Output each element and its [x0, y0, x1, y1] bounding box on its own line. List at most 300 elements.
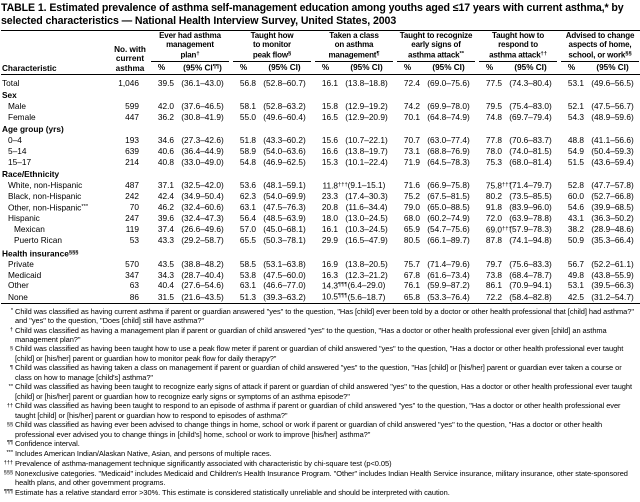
row-label-text: Mexican — [14, 223, 45, 234]
ci-cell: (69.7–79.4) — [509, 111, 552, 122]
percent-cell: 14.3¶¶¶ — [321, 280, 348, 291]
percent-value: 58.5 — [239, 258, 256, 269]
row-label-text: Black, non-Hispanic — [8, 191, 82, 202]
percent-cell — [395, 180, 420, 191]
percent-cell — [149, 235, 174, 246]
percent-cell — [149, 191, 174, 202]
ci-cell: (52.7–66.8) — [591, 191, 634, 202]
row-label — [1, 122, 640, 135]
table-row — [1, 180, 640, 191]
percent-cell — [313, 213, 338, 224]
percent-value: 37.1 — [157, 180, 174, 191]
ci-cell: (47.5–76.3) — [263, 202, 306, 213]
percent-value: 54.3 — [567, 111, 585, 122]
n-with-asthma-cell: 70 — [129, 202, 139, 213]
col-group-label-text: Taken a class on asthma management — [328, 31, 379, 60]
ci-cell: (83.9–96.0) — [509, 202, 552, 213]
n-with-asthma-cell: 599 — [125, 100, 139, 111]
superscript-marker: §§§ — [68, 249, 79, 256]
percent-value: 70.7 — [403, 135, 421, 146]
table-row — [1, 146, 640, 157]
table-row — [1, 135, 640, 146]
percent-cell — [313, 191, 338, 202]
percent-value: 72.0 — [485, 213, 503, 224]
col-group-label-text: Taught how to respond to asthma attack — [489, 31, 545, 60]
percent-cell — [313, 224, 338, 235]
n-with-asthma-cell: 119 — [125, 223, 139, 234]
row-label — [1, 157, 111, 168]
col-group-header — [395, 31, 477, 62]
footnote — [1, 401, 639, 420]
row-label — [1, 75, 111, 89]
row-label — [1, 213, 111, 224]
percent-value: 73.8 — [485, 269, 503, 280]
percent-cell — [149, 213, 174, 224]
footnote — [1, 439, 639, 449]
ci-cell: (45.0–68.1) — [263, 223, 306, 234]
percent-cell — [231, 224, 256, 235]
percent-value: 39.6 — [157, 213, 174, 224]
row-label-text: 0–4 — [8, 135, 22, 146]
percent-value: 42.4 — [157, 191, 174, 202]
n-with-asthma-cell: 247 — [125, 213, 139, 224]
percent-value: 75.7 — [403, 258, 421, 269]
percent-cell — [477, 135, 502, 146]
percent-cell — [231, 112, 256, 123]
table-row — [1, 101, 640, 112]
percent-value: 15.3 — [321, 156, 339, 167]
ci-cell: (59.9–87.2) — [427, 280, 470, 291]
col-group-header — [149, 31, 231, 62]
percent-cell — [559, 180, 584, 191]
row-label-text: Female — [8, 111, 36, 122]
percent-value: 55.0 — [239, 111, 256, 122]
percent-value: 78.0 — [485, 145, 503, 156]
superscript-marker: ¶¶ — [212, 63, 220, 70]
table-row — [1, 291, 640, 303]
footnote-text: Confidence interval. — [15, 438, 80, 448]
percent-value: 91.8 — [485, 202, 503, 213]
percent-value: 34.6 — [157, 135, 174, 146]
percent-cell — [231, 101, 256, 112]
percent-value: 69.0 — [485, 224, 503, 235]
n-with-asthma-cell: 53 — [129, 234, 139, 245]
ci-cell: (27.6–54.6) — [181, 280, 224, 291]
percent-cell — [559, 213, 584, 224]
percent-cell — [313, 75, 338, 89]
ci-cell: (10.3–24.5) — [345, 223, 388, 234]
row-label — [1, 167, 640, 180]
percent-cell — [395, 270, 420, 281]
row-label-text: Puerto Rican — [14, 234, 62, 245]
percent-value: 11.8 — [322, 180, 339, 191]
ci-cell: (47.7–57.8) — [591, 180, 634, 191]
percent-cell — [477, 280, 502, 291]
percent-value: 34.3 — [157, 269, 174, 280]
col-group-header — [231, 31, 313, 62]
col-group-label-text: Advised to change aspects of home, school, or work — [565, 31, 635, 60]
percent-cell — [231, 180, 256, 191]
ci-cell: (13.8–19.7) — [345, 145, 388, 156]
percent-value: 16.1 — [321, 223, 339, 234]
superscript-marker: §§ — [625, 50, 632, 57]
footnote-text: Child was classified as having a management plan if parent or guardian of child answered "yes" to the question, "Has a doctor or other health professional ever given [child] an asthma management plan?" — [15, 325, 607, 344]
percent-value: 76.1 — [403, 280, 421, 291]
percent-cell — [395, 224, 420, 235]
percent-value: 80.2 — [485, 191, 503, 202]
percent-value: 65.8 — [403, 291, 421, 302]
percent-cell — [231, 291, 256, 303]
superscript-marker: *** — [81, 203, 89, 210]
percent-cell — [231, 259, 256, 270]
percent-cell — [313, 101, 338, 112]
footnote-symbol: ** — [8, 383, 13, 390]
percent-value: 29.9 — [321, 234, 339, 245]
ci-cell: (58.4–82.8) — [509, 291, 552, 302]
percent-value: 49.8 — [567, 269, 585, 280]
footnote — [1, 449, 639, 459]
ci-cell: (75.6–83.3) — [509, 258, 552, 269]
ci-cell: (74.1–94.8) — [509, 234, 552, 245]
ci-cell: (64.8–74.9) — [427, 111, 470, 122]
ci-cell: (27.3–42.6) — [181, 135, 224, 146]
ci-cell: (28.7–40.4) — [181, 269, 224, 280]
n-with-asthma-cell: 1,046 — [118, 77, 139, 88]
col-group-label-text: Taught how to monitor peak flow — [250, 31, 294, 60]
header-group-row — [1, 31, 640, 62]
percent-cell — [477, 235, 502, 246]
footnote — [1, 459, 639, 469]
percent-value: 10.5 — [321, 291, 339, 302]
percent-cell — [559, 112, 584, 123]
ci-cell: (73.5–85.5) — [509, 191, 552, 202]
percent-cell — [477, 146, 502, 157]
percent-value: 68.0 — [403, 213, 421, 224]
percent-value: 75.2 — [403, 191, 421, 202]
percent-cell: 10.5¶¶¶ — [321, 291, 348, 302]
ci-cell: (48.9–59.6) — [591, 111, 634, 122]
footnote-symbol: §§§ — [3, 470, 13, 477]
percent-cell — [231, 280, 256, 291]
percent-value: 56.7 — [567, 258, 585, 269]
percent-value: 18.0 — [321, 213, 339, 224]
ci-cell: (61.6–73.4) — [427, 269, 470, 280]
footnote-symbol: ¶¶ — [6, 440, 13, 447]
percent-cell — [231, 75, 256, 89]
percent-cell — [559, 135, 584, 146]
footnote-text: Prevalence of asthma-management technique significantly associated with characteristic by chi-square test (p<0.05) — [15, 458, 392, 468]
footnote — [1, 363, 639, 382]
row-label-text: Private — [8, 258, 34, 269]
ci-cell: (6.4–29.0) — [347, 280, 386, 291]
percent-value: 53.8 — [239, 269, 256, 280]
percent-cell — [395, 202, 420, 213]
percent-value: 50.9 — [567, 234, 585, 245]
superscript-marker: †† — [540, 50, 547, 57]
n-with-asthma-cell: 214 — [125, 156, 139, 167]
table-row — [1, 270, 640, 281]
ci-cell: (43.3–60.2) — [263, 135, 306, 146]
percent-cell — [149, 280, 174, 291]
percent-value: 40.4 — [157, 280, 174, 291]
superscript-marker: † — [196, 50, 200, 57]
footnote-symbol: †† — [6, 402, 13, 409]
ci-cell: (13.8–18.8) — [345, 77, 388, 88]
ci-cell: (52.8–63.2) — [263, 100, 306, 111]
ci-cell: (12.3–21.2) — [345, 269, 388, 280]
percent-cell — [149, 224, 174, 235]
ci-cell: (39.9–68.5) — [591, 202, 634, 213]
footnote — [1, 469, 639, 488]
percent-value: 38.2 — [567, 223, 585, 234]
percent-value: 67.8 — [403, 269, 421, 280]
ci-cell: (32.4–47.3) — [181, 213, 224, 224]
percent-cell — [313, 157, 338, 168]
percent-value: 43.1 — [567, 213, 585, 224]
table-row — [1, 202, 640, 213]
percent-cell — [313, 135, 338, 146]
row-label-text: Race/Ethnicity — [2, 169, 60, 180]
col-group-header — [477, 31, 559, 62]
row-label-text: Medicaid — [8, 269, 42, 280]
row-label-text: Total — [2, 77, 20, 88]
percent-value: 51.5 — [567, 156, 585, 167]
percent-cell — [149, 75, 174, 89]
ci-cell: (43.8–55.9) — [591, 269, 634, 280]
percent-cell — [559, 75, 584, 89]
footnote — [1, 382, 639, 401]
percent-value: 80.5 — [403, 234, 421, 245]
section-row — [1, 167, 640, 180]
table-row — [1, 259, 640, 270]
row-label — [1, 180, 111, 191]
col-header-percent: % — [313, 62, 338, 75]
percent-cell — [149, 180, 174, 191]
percent-cell — [149, 112, 174, 123]
ci-cell: (54.0–69.9) — [263, 191, 306, 202]
ci-cell: (36.4–44.9) — [181, 145, 224, 156]
ci-cell: (39.3–63.2) — [263, 291, 306, 302]
percent-value: 60.0 — [567, 191, 585, 202]
col-group-label — [479, 31, 557, 61]
ci-cell: (69.9–78.0) — [427, 100, 470, 111]
percent-cell — [477, 112, 502, 123]
ci-cell: (47.5–56.7) — [591, 100, 634, 111]
col-header-percent: % — [149, 62, 174, 75]
ci-cell: (63.0–77.4) — [427, 135, 470, 146]
percent-cell — [559, 259, 584, 270]
percent-value: 16.9 — [321, 258, 339, 269]
ci-cell: (48.1–59.1) — [263, 180, 306, 191]
col-group-label — [397, 31, 475, 61]
n-with-asthma-cell: 447 — [125, 111, 139, 122]
n-with-asthma-cell: 193 — [125, 135, 139, 146]
asthma-education-table — [1, 30, 640, 303]
percent-value: 79.5 — [485, 100, 503, 111]
ci-cell: (75.4–83.0) — [509, 100, 552, 111]
percent-value: 79.0 — [403, 202, 421, 213]
percent-value: 46.2 — [157, 202, 174, 213]
table-row — [1, 157, 640, 168]
percent-cell — [395, 135, 420, 146]
percent-value: 23.3 — [321, 191, 339, 202]
ci-cell: (63.9–78.8) — [509, 213, 552, 224]
col-header-ci: (95% CI) — [338, 62, 395, 75]
percent-cell — [477, 191, 502, 202]
percent-cell — [231, 213, 256, 224]
percent-cell: 11.8††† — [322, 180, 348, 191]
row-label — [1, 270, 111, 281]
percent-value: 71.6 — [403, 180, 421, 191]
row-label-text: None — [8, 291, 28, 302]
percent-value: 53.1 — [567, 77, 585, 88]
ci-cell: (13.8–20.5) — [345, 258, 388, 269]
percent-cell — [231, 270, 256, 281]
section-row — [1, 122, 640, 135]
percent-value: 16.1 — [321, 77, 339, 88]
row-label — [1, 259, 111, 270]
ci-cell: (17.4–30.3) — [345, 191, 388, 202]
ci-cell: (9.1–15.1) — [347, 180, 386, 191]
footnote-symbol: § — [9, 345, 13, 352]
footnote-symbol: ††† — [3, 460, 13, 467]
percent-cell — [559, 101, 584, 112]
percent-cell — [559, 291, 584, 303]
ci-cell: (31.2–54.7) — [591, 291, 634, 302]
percent-value: 57.0 — [239, 223, 256, 234]
percent-cell — [559, 235, 584, 246]
ci-cell: (64.5–78.3) — [427, 156, 470, 167]
ci-cell: (68.8–76.9) — [427, 145, 470, 156]
table-row — [1, 224, 640, 235]
ci-cell: (74.0–81.5) — [509, 145, 552, 156]
percent-cell — [395, 101, 420, 112]
superscript-marker: ¶ — [376, 50, 380, 57]
percent-value: 75.8 — [485, 180, 503, 191]
col-group-label — [151, 31, 229, 61]
ci-cell: (71.4–79.6) — [427, 258, 470, 269]
percent-value: 70.1 — [403, 111, 421, 122]
percent-value: 15.8 — [321, 100, 339, 111]
col-header-percent: % — [395, 62, 420, 75]
ci-cell: (11.6–34.4) — [345, 202, 388, 213]
ci-cell: (46.6–77.0) — [263, 280, 306, 291]
percent-cell: 69.0††† — [485, 224, 512, 235]
row-label-text: White, non-Hispanic — [8, 180, 83, 191]
percent-cell — [395, 157, 420, 168]
row-label — [1, 280, 111, 291]
ci-cell: (39.5–66.3) — [591, 280, 634, 291]
col-header-percent: % — [559, 62, 584, 75]
ci-cell: (71.4–79.7) — [509, 180, 552, 191]
col-header-percent: % — [477, 62, 502, 75]
footnote-symbol: §§ — [6, 421, 13, 428]
ci-cell: (12.9–20.9) — [345, 111, 388, 122]
percent-value: 48.8 — [567, 135, 585, 146]
n-with-asthma-cell: 487 — [125, 180, 139, 191]
percent-value: 20.8 — [321, 202, 339, 213]
percent-cell — [559, 224, 584, 235]
percent-cell — [395, 259, 420, 270]
ci-cell: (36.1–43.0) — [181, 77, 224, 88]
row-label — [1, 135, 111, 146]
footnote-text: Estimate has a relative standard error >30%. This estimate is considered statistically unreliable and should be interpreted with caution. — [15, 487, 450, 497]
percent-value: 73.1 — [403, 145, 421, 156]
percent-value: 52.8 — [567, 180, 585, 191]
percent-cell — [149, 157, 174, 168]
footnote-text: Child was classified as having ever been advised to change things in home, school or work if parent or guardian of child answered "yes" to the question, "Has a doctor or other health professional ever advised you to change things in [child's] home, school or work to improve [his/her] asthma?" — [15, 420, 603, 439]
ci-cell: (49.6–56.5) — [591, 77, 634, 88]
col-group-header — [313, 31, 395, 62]
percent-cell — [313, 259, 338, 270]
ci-cell: (53.3–76.4) — [427, 291, 470, 302]
footnote-text: Child was classified as having been taught to respond to an episode of asthma if parent or guardian of child answered "yes" to the question, "Has a doctor or other health professional ever taught [child] or [his/her] parent or guardian how to respond to episodes of asthma?" — [15, 401, 621, 420]
ci-cell: (43.6–59.4) — [591, 156, 634, 167]
percent-cell — [477, 259, 502, 270]
row-label-text: Age group (yrs) — [2, 124, 64, 135]
percent-value: 56.4 — [239, 213, 256, 224]
percent-value: 87.8 — [485, 234, 503, 245]
percent-value: 31.5 — [157, 291, 174, 302]
percent-value: 16.3 — [321, 269, 339, 280]
percent-cell — [231, 235, 256, 246]
section-row — [1, 246, 640, 259]
footnote-symbol: * — [10, 308, 13, 315]
ci-cell: (66.9–75.8) — [427, 180, 470, 191]
percent-value: 43.3 — [157, 234, 174, 245]
percent-value: 63.1 — [239, 202, 256, 213]
percent-cell — [231, 135, 256, 146]
footnote — [1, 307, 639, 326]
row-label-text: Hispanic — [8, 213, 40, 224]
ci-cell: (48.5–63.9) — [263, 213, 306, 224]
percent-value: 58.1 — [239, 100, 256, 111]
ci-cell: (53.1–63.8) — [263, 258, 306, 269]
percent-cell — [231, 202, 256, 213]
percent-cell — [395, 191, 420, 202]
percent-cell — [149, 146, 174, 157]
percent-value: 71.9 — [403, 156, 421, 167]
footnote-symbol: † — [9, 327, 13, 334]
ci-cell: (41.1–56.6) — [591, 135, 634, 146]
percent-cell — [149, 101, 174, 112]
col-header-ci: (95% CI¶¶) — [174, 62, 231, 75]
percent-cell — [149, 270, 174, 281]
percent-value: 77.5 — [485, 77, 503, 88]
ci-cell: (66.1–89.7) — [427, 234, 470, 245]
percent-cell — [395, 75, 420, 89]
ci-cell: (54.0–63.6) — [263, 145, 306, 156]
ci-cell: (34.9–50.4) — [181, 191, 224, 202]
percent-cell — [149, 259, 174, 270]
row-label-text: 5–14 — [8, 145, 27, 156]
percent-value: 40.6 — [157, 145, 174, 156]
ci-cell: (70.6–83.7) — [509, 135, 552, 146]
ci-cell: (37.6–46.5) — [181, 100, 224, 111]
percent-value: 37.4 — [157, 223, 174, 234]
percent-value: 79.7 — [485, 258, 503, 269]
row-label — [1, 191, 111, 202]
footnote — [1, 420, 639, 439]
footnote — [1, 488, 639, 498]
percent-value: 77.8 — [485, 135, 503, 146]
col-header-ci: (95% CI) — [420, 62, 477, 75]
percent-cell — [559, 202, 584, 213]
percent-cell — [559, 280, 584, 291]
percent-value: 51.3 — [239, 291, 256, 302]
row-label — [1, 224, 111, 235]
ci-cell: (13.0–24.5) — [345, 213, 388, 224]
